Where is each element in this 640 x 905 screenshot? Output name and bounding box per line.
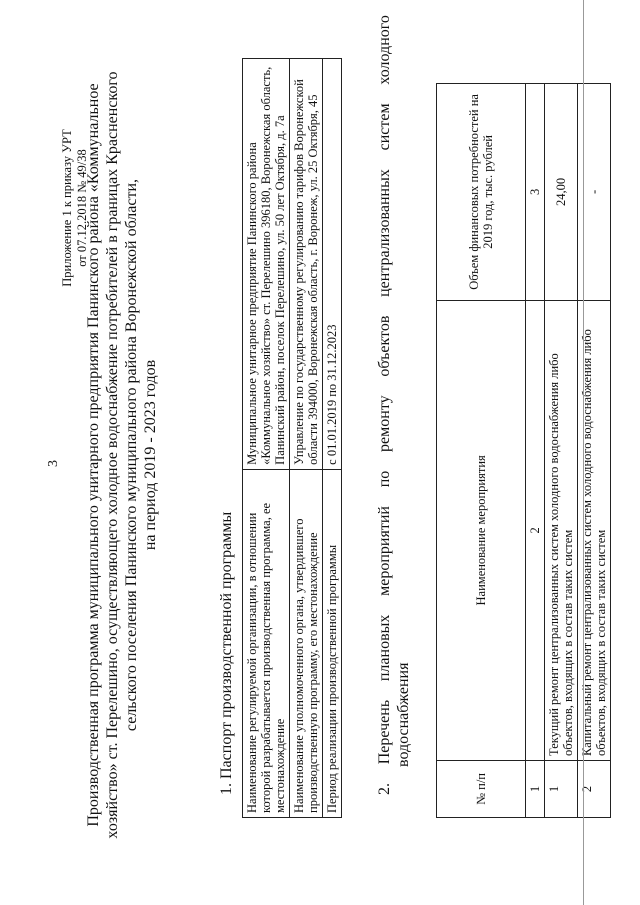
annex-line: от 07.12.2018 № 49/38 [75,149,89,267]
heading-line: водоснабжения [395,662,412,767]
table-cell-value: с 01.01.2019 по 31.12.2023 [323,59,342,470]
row-number: 1 [545,760,578,817]
heading-word: Перечень [376,699,393,765]
title-line: Производственная программа муниципального унитарного предприятия Панинского района «Коммунальное [85,83,102,827]
table-cell-label: Период реализации производственной программы [323,469,342,817]
page-edge-line [583,0,584,905]
heading-line [375,15,394,795]
table-cell-value: Управление по государственному регулированию тарифов Воронежской области 394000, Воронежская область, г. Воронеж, ул. 25 Октября, 45 [290,59,323,470]
repair-plan-table [436,83,611,818]
heading-word: по [376,470,393,488]
column-index: 1 [526,760,545,817]
passport-table [242,58,342,818]
table-row [290,59,323,818]
title-line: хозяйство» ст. Перелешино, осуществляющего холодное водоснабжение потребителей в границах Красненского [104,71,121,839]
table-cell-label: Наименование уполномоченного органа, утвердившего производственную программу, его местонахождение [290,469,323,817]
heading-word: плановых [376,614,393,682]
title-line: на период 2019 - 2023 годов [142,359,159,551]
row-number: 2 [578,760,611,817]
page-number: 3 [46,460,61,467]
heading-word: ремонту [376,395,393,452]
table-row [323,59,342,818]
table-header-row [437,84,526,818]
section-heading-passport: 1. Паспорт производственной программы [218,511,235,795]
section-heading-repair-plan [375,15,413,795]
column-index-row [526,84,545,818]
table-cell-label: Наименование регулируемой организации, в отношении которой разрабатывается производственная программа, ее местонахождение [243,469,290,817]
activity-name: Текущий ремонт централизованных систем холодного водоснабжения либо объектов, входящих в состав таких систем [545,300,578,760]
annex-line: Приложение 1 к приказу УРТ [60,129,74,287]
heading-word: мероприятий [376,506,393,596]
financial-amount: 24,00 [545,84,578,301]
column-header-amount: Объем финансовых потребностей на 2019 год, тыс. рублей [437,84,526,301]
column-header-num: № п/п [437,760,526,817]
financial-amount: - [578,84,611,301]
heading-word: централизованных [376,169,393,297]
heading-word: холодного [376,15,393,85]
heading-word: систем [376,103,393,151]
table-row [545,84,578,818]
table-cell-value: Муниципальное унитарное предприятие Панинского района «Коммунальное хозяйство» ст. Перелешино 396180, Воронежская область, Панинский район, поселок Перелешино, ул. 50 лет Октября, д. 7а [243,59,290,470]
column-header-name: Наименование мероприятия [437,300,526,760]
column-index: 3 [526,84,545,301]
activity-name: Капитальный ремонт централизованных систем холодного водоснабжения либо объектов, входящих в состав таких систем [578,300,611,760]
title-line: сельского поселения Панинского муниципального района Воронежской области, [123,178,140,732]
heading-word: объектов [376,315,393,377]
table-row [243,59,290,818]
heading-word: 2. [376,783,393,795]
document-title [84,65,160,845]
column-index: 2 [526,300,545,760]
